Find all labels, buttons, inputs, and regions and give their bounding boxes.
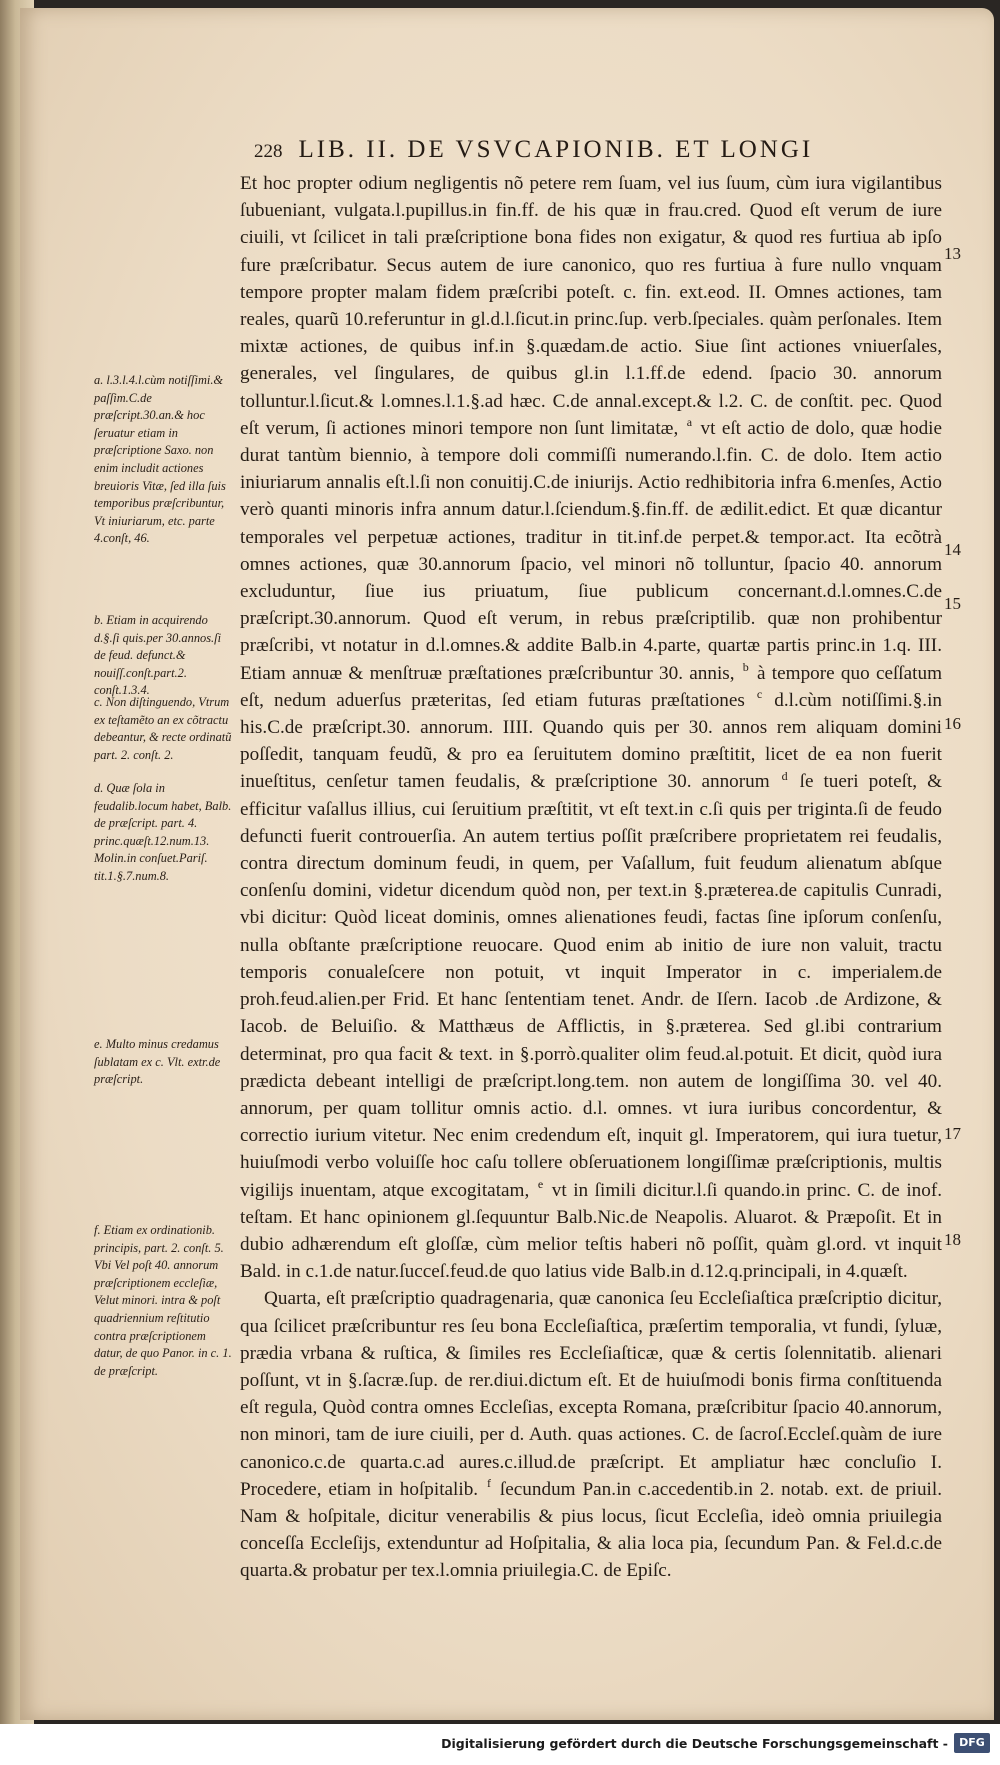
- margin-note-e: e. Multo minus credamus ſublatam ex c. Vlt. extr.de præſcript.: [94, 1037, 221, 1087]
- text-segment: ſe tueri poteſt, & efficitur vaſallus illius, cui ſeruitium præſtitit, vt eſt text.in c.ſi quis per triginta.ſi de feudo defuncti fuerit controuerſia. An autem tertius poſſit præſcribere proprietatem rei feudalis, contra directum dominum feudi, in quem, per Vaſallum, fuit feudum alienatum abſque conſenſu domini, videtur dicendum quòd non, per text.in §.præterea.de capitulis Cunradi, vbi dicitur: Quòd liceat dominis, omnes alienationes feudi, factas ſine ipſorum conſenſu, nulla obſtante præſcriptione reuocare. Quod enim ab initio de iure non valuit, tractu temporis conualeſcere non potuit, vt inquit Imperator in c. imperialem.de proh.feud.alien.per Frid. Et hanc ſententiam tenet. Andr. de Iſern. Iacob .de Ardizone, & Iacob. de Beluiſio. & Matthæus de Afflictis, in §.præterea. Sed gl.ibi contrarium determinat, pro qua facit & text. in §.porrò.qualiter olim feud.al.potuit. Et dicit, quòd iura prædicta debeant intelligi de præſcript.long.tem. non autem de longiſſima 30. vel 40. annorum, per quam tollitur omnis actio. d.l. omnes. vt iura iuribus concordentur, & correctio iurium vitetur. Nec enim credendum eſt, inquit gl. Imperatorem, qui iura tuetur, huiuſmodi verbo voluiſſe hoc caſu tollere obſeruationem longiſſimæ præſcriptionis, multis vigilijs inuentam, atque excogitatam,: [240, 771, 942, 1201]
- margin-note-a: a. l.3.l.4.l.cùm notiſſimi.& paſſim.C.de præſcript.30.an.& hoc ſeruatur etiam in præſcriptione Saxo. non enim includit actiones breuioris Vitæ, ſed illa ſuis temporibus præſcribuntur, Vt iniuriarum, etc. parte 4.conſt, 46.: [94, 373, 226, 546]
- text-segment: Et hoc propter odium negligentis nõ petere rem ſuam, vel ius ſuum, cùm iura vigilantibus ſubueniant, vulgata.l.pupillus.in fin.ff. de his quæ in frau.cred. Quod eſt verum de iure ciuili, vt ſcilicet in tali præſcriptione bona fides non exigatur, & quod res furtiua ab ipſo fure præſcribatur. Secus autem de iure canonico, quo res furtiua à fure nullo vnquam tempore propter malam fidem præſcribi poteſt. c. fin. ext.eod. II. Omnes actiones, tam reales, quarũ 10.referuntur in gl.d.l.ſicut.in princ.ſup. verb.ſpeciales. quàm perſonales. Item mixtæ actiones, de quibus inf.in §.quædam.de actio. Siue ſint actiones vniuerſales, generales, vel ſingulares, de quibus gl.in l.1.ff.de edend. ſpacio 30. annorum tolluntur.l.ſicut.& l.omnes.l.1.§.ad hæc. C.de annal.except.& l.2. C. de conſtit. pec. Quod eſt verum, ſi actiones minori tempore non ſunt limitatæ,: [240, 173, 942, 439]
- text-segment: d.l.cùm notiſſimi.§.in his.C.de præſcript.30. annorum. IIII. Quando quis per 30. annos rem aliquam domini poſſedit, tanquam feudũ, & pro ea ſeruitutem domino præſtitit, licet de ea non fuerit inueſtitus, cenſetur tamen feudalis, & præſcriptione 30. annorum: [240, 689, 943, 793]
- margin-number: 16: [944, 714, 961, 733]
- footer-credit: Digitalisierung gefördert durch die Deutsche Forschungsgemeinschaft -: [441, 1736, 948, 1751]
- text-segment: vt in ſimili dicitur.l.ſi quando.in princ. C. de inof. teſtam. Et hanc opinionem gl.ſequuntur Balb.Nic.de Neapolis. Aluarot. & Præpoſit. Et in dubio adhærendum eſt gloſſæ, cùm melior teſtis haberi nõ poſſit, quàm gl.ord. vt inquit Bald. in c.1.de natur.ſucceſ.feud.de quo latius vide Balb.in d.12.q.principali, in 4.quæſt.: [240, 1179, 943, 1283]
- main-text-block: [240, 170, 942, 1585]
- margin-note-c: c. Non diſtinguendo, Vtrum ex teſtamẽto an ex cõtractu debeantur, & recte ordinatũ part. 2. conſt. 2.: [94, 695, 232, 762]
- note-ref-e: e: [537, 1177, 544, 1192]
- paragraph-tertia: [240, 170, 942, 1285]
- text-segment: à tempore quo ceſſatum eſt, nedum aduerſus præteritas, ſed etiam futuras præſtationes: [240, 662, 943, 711]
- margin-note-d: d. Quæ ſola in feudalib.locum habet, Balb. de præſcript. part. 4. princ.quæſt.12.num.13. Molin.in conſuet.Pariſ. tit.1.§.7.num.8.: [94, 781, 232, 883]
- running-title: LIB. II. DE VSVCAPIONIB. ET LONGI: [298, 136, 814, 163]
- note-ref-c: c: [756, 687, 763, 702]
- note-ref-d: d: [781, 769, 788, 784]
- margin-number: 15: [944, 594, 961, 613]
- digitization-footer: [0, 1724, 1000, 1765]
- paragraph-quarta: [240, 1285, 942, 1584]
- text-segment: vt eſt actio de dolo, quæ hodie durat tantùm biennio, à tempore doli commiſſi numerando.l.fin. C. de dolo. Item actio iniuriarum annalis eſt.l.ſi non conuitij.C.de iniurijs. Actio redhibitoria infra 6.menſes, Actio verò quanti minoris infra annum datur.l.ſciendum.§.fin.ff. de ædilit.edict. Et quæ dicantur temporales vel perpetuæ actiones, traditur in tit.inf.de perpet.& tempor.act. Ita ecõtrà omnes actiones, quæ 30.annorum ſpacio, vel minori nõ tolluntur, ſpacio 40. annorum excluduntur, ſiue ius priuatum, ſiue publicum concernant.d.l.omnes.C.de præſcript.30.annorum. Quod eſt verum, in rebus præſcriptilib. quæ non prohibentur præſcribi, vt notatur in d.l.omnes.& addite Balb.in 4.parte, quartæ partis princ.in 1.q. III. Etiam annuæ & menſtruæ præſtationes præſcribuntur 30. annis,: [240, 417, 943, 684]
- dfg-logo-icon: DFG: [954, 1733, 990, 1753]
- margin-number: 14: [944, 540, 961, 559]
- running-header: [254, 136, 890, 168]
- margin-number: 13: [944, 244, 961, 263]
- page-number: 228: [254, 141, 283, 162]
- note-ref-f: f: [487, 1476, 492, 1491]
- note-ref-b: b: [742, 660, 749, 675]
- margin-number: 17: [944, 1124, 961, 1143]
- text-segment: ſecundum Pan.in c.accedentib.in 2. notab. ext. de priuil. Nam & hoſpitale, dicitur venerabilis & pius locus, ſicut Eccleſia, ideò omnia priuilegia conceſſa Eccleſijs, extenduntur ad Hoſpitalia, & alia loca pia, ſecundum Pan. & Fel.d.c.de quarta.& probatur per tex.l.omnia priuilegia.C. de Epiſc.: [240, 1478, 943, 1582]
- text-segment: Quarta, eſt præſcriptio quadragenaria, quæ canonica ſeu Eccleſiaſtica præſcriptio dicitur, qua ſcilicet præſcribuntur res ſeu bona Eccleſiaſtica, præſertim temporalia, vt fundi, ſyluæ, prædia vrbana & ruſtica, & ſimiles res Eccleſiaſticæ, quæ & certis ſolennitatib. alienari poſſunt, vt in §.ſacræ.ſup. de rer.diui.dictum eſt. Et de huiuſmodi bonis firma conſtituenda eſt regula, Quòd contra omnes Eccleſias, excepta Romana, præſcribitur ſpacio 40.annorum, non minori, tam de iure ciuili, per d. Auth. quas actiones. C. de ſacroſ.Eccleſ.quàm de iure canonico.c.de quarta.c.ad aures.c.illud.de præſcript. Et ampliatur hæc concluſio I. Procedere, etiam in hoſpitalib.: [240, 1288, 942, 1500]
- margin-note-f: f. Etiam ex ordinationib. principis, part. 2. conſt. 5. Vbi Vel poſt 40. annorum præſcriptionem eccleſiæ, Velut minori. intra & poſt quadriennium reſtitutio contra præſcriptionem datur, de quo Panor. in c. 1. de præſcript.: [94, 1223, 232, 1378]
- margin-note-b: b. Etiam in acquirendo d.§.ſi quis.per 30.annos.ſi de feud. defunct.& nouiſſ.conſt.part.2. conſt.1.3.4.: [94, 613, 222, 698]
- note-ref-a: a: [686, 415, 693, 430]
- margin-number: 18: [944, 1230, 961, 1249]
